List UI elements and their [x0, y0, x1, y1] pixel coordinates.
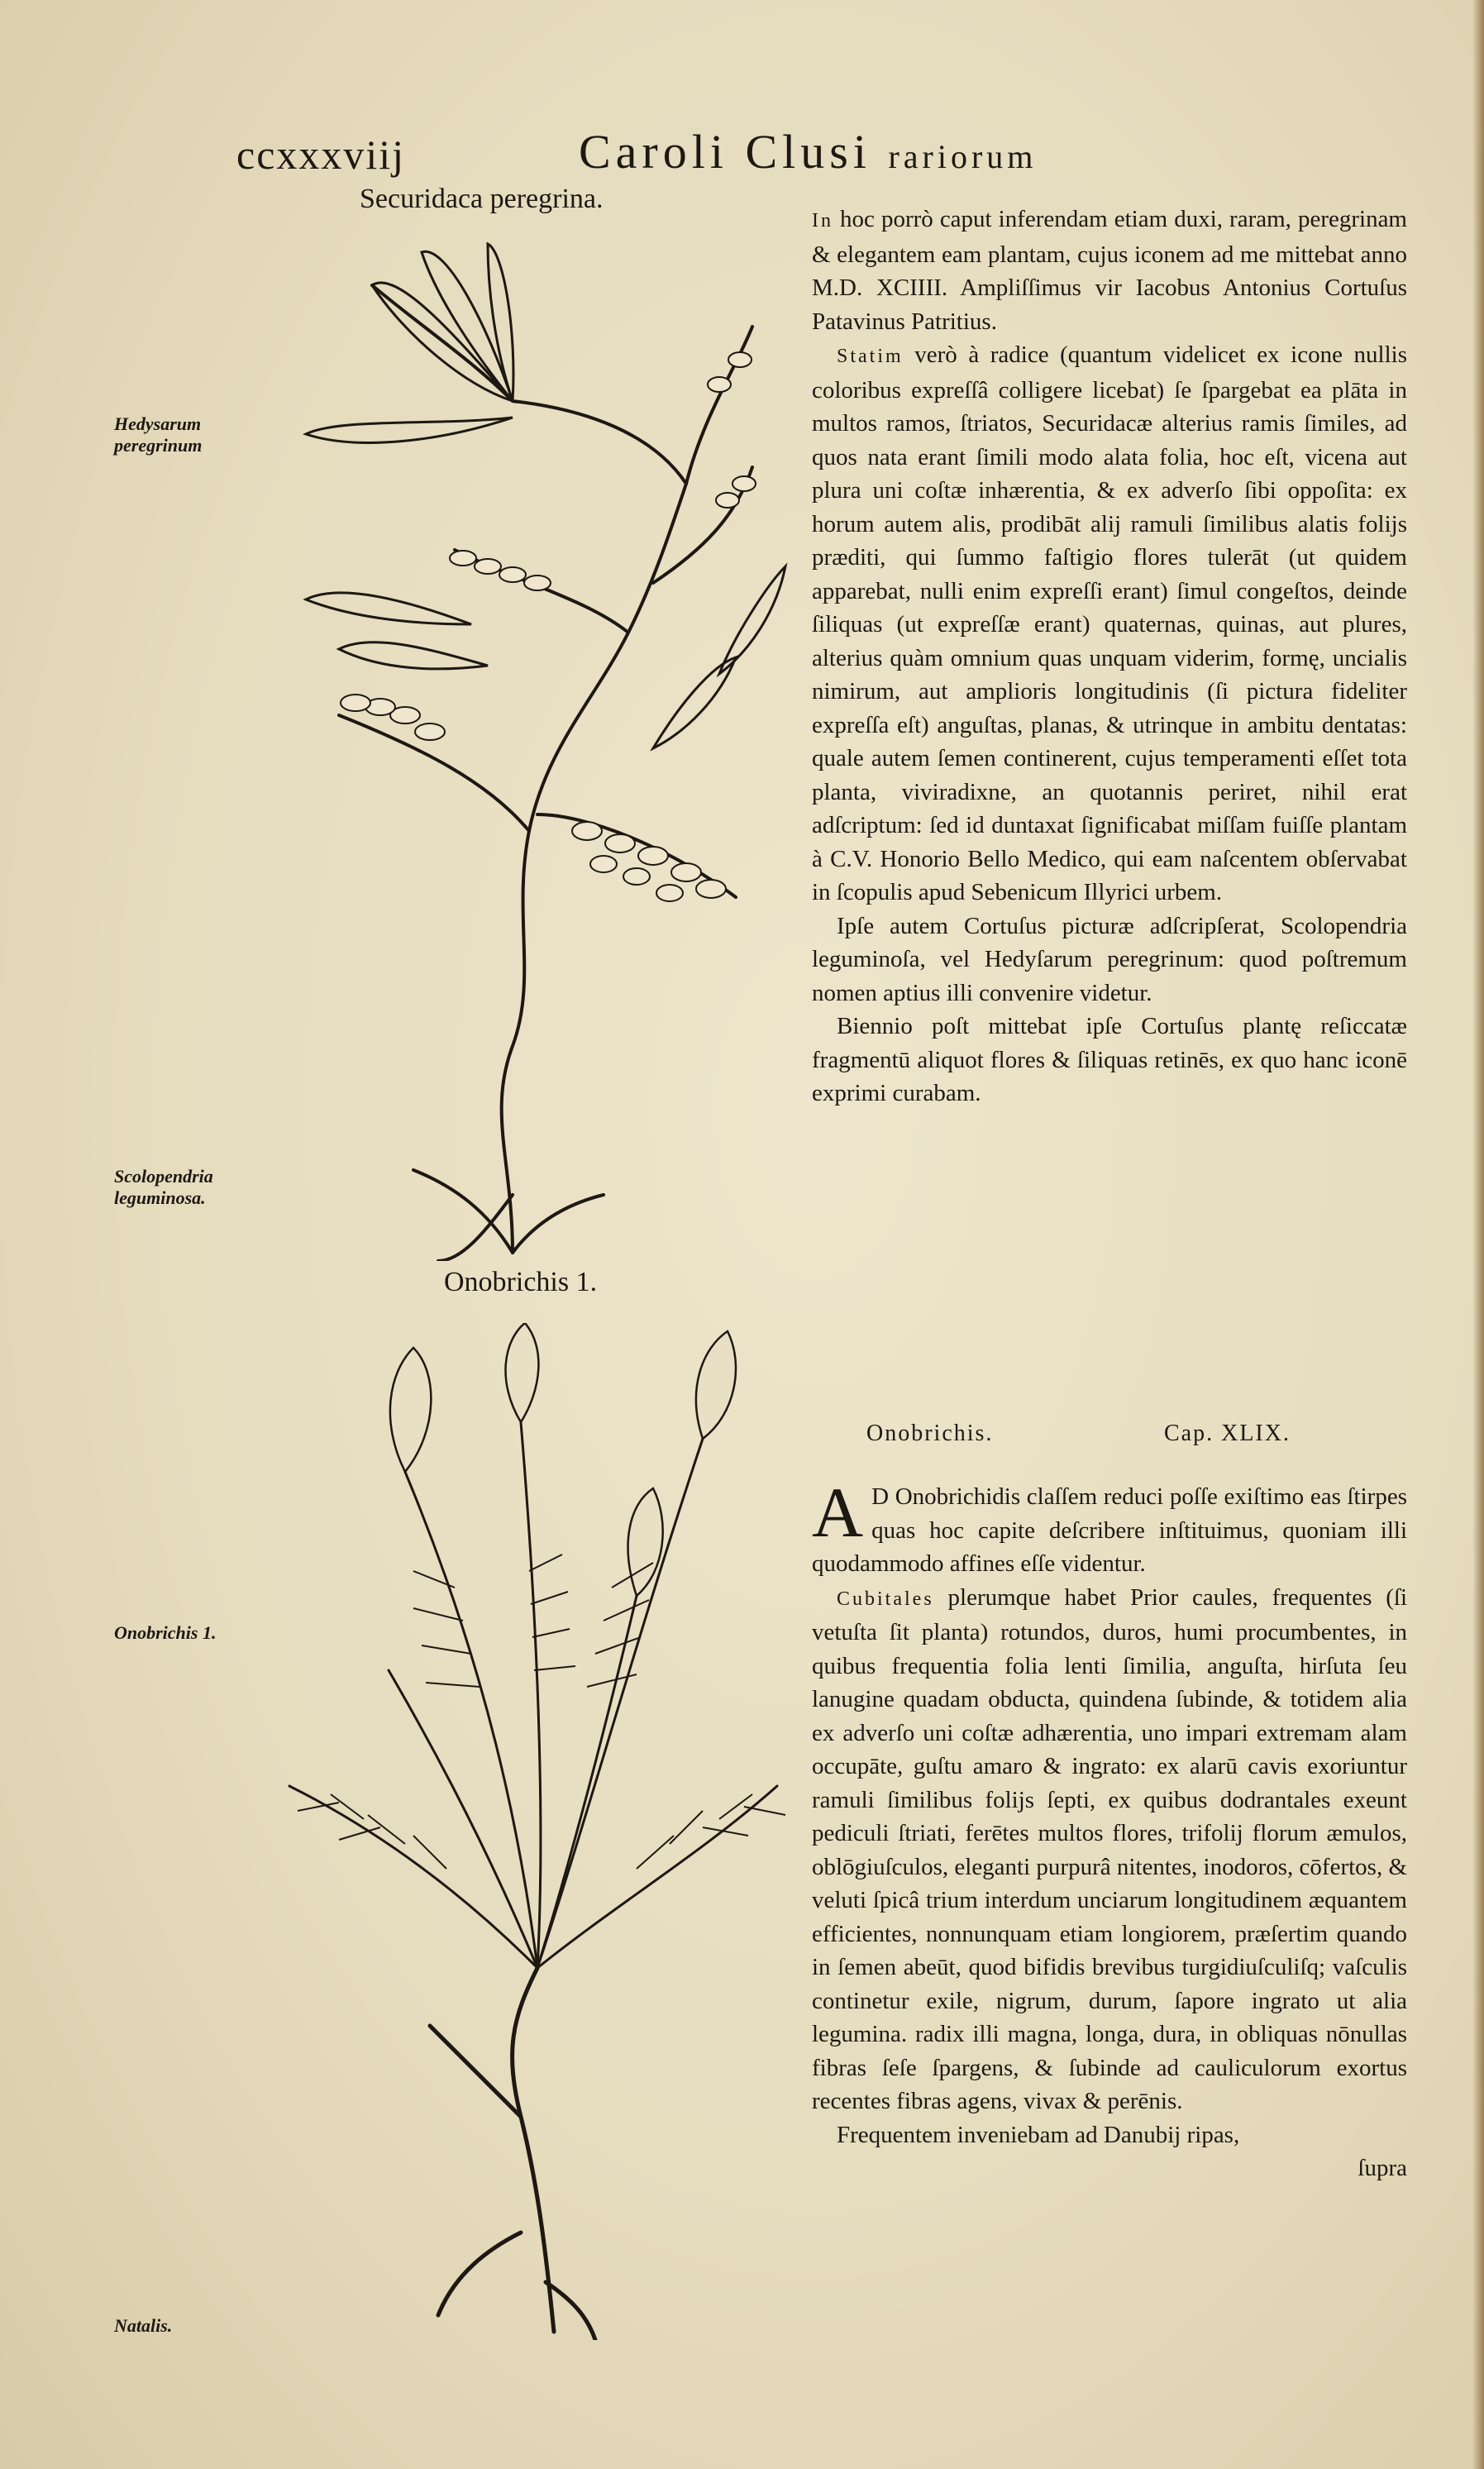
paragraph-2-lead: Statim [837, 346, 904, 367]
running-title-main: Caroli Clusi [579, 125, 871, 179]
text-column-upper [812, 203, 1407, 1110]
paragraph-2-text: verò à radice (quantum videlicet ex icone nullis coloribus expreſſâ colligere licebat) ſe ſpargebat ea plāta in multos ramos, ſtriatos, Securidacæ alterius ramis ſimiles, ad quos nata erant ſimili modo alata folia, hoc eſt, vicena aut plura uni coſtæ inhærentia, & ex adverſo ſibi oppoſita: ex horum autem alis, prodibāt alij ramuli ſimilibus alatis folijs præditi, qui ſummo faſtigio flores tulerāt (ut quidem apparebat, nulli enim expreſſi erant) ſimul congeſtos, deinde ſiliquas (ut expreſſæ erant) quaternas, quinas, aut plures, alterius quàm omnium quas unquam viderim, formę, uncialis nimirum, aut amplioris longitudinis (ſi pictura fideliter expreſſa eſt) anguſtas, planas, & utrinque in ambitu dentatas: quale autem ſemen continerent, cujus temperamenti eſſet tota planta, viviradixne, an quotannis periret, nihil erat adſcriptum: ſed id duntaxat ſignificabat miſſam fuiſſe plantam à C.V. Honorio Bello Medico, qui eam naſcentem obſervabat in ſcopulis apud Sebenicum Illyrici urbem. [812, 341, 1407, 905]
catchword: ſupra [1358, 2155, 1407, 2181]
paragraph-6-text: plerumque habet Prior caules, frequentes (ſi vetuſta ſit planta) rotundos, duros, humi procumbentes, in quibus frequentia folia lenti ſimilia, anguſta, hirſuta ſeu lanugine quadam obducta, quindena ſubinde, & totidem alia ex adverſo uni coſtæ adhærentia, uno impari extremam alam occupāte, guſtu amaro & ingrato: ex alarū cavis exoriuntur ramuli ſimilibus folijs ſepti, ex quibus dodrantales exeunt pediculi ſtriati, ferētes multos flores, trifolij florum æmulos, oblōgiuſculos, eleganti purpurâ nitentes, inodoros, cōfertos, & veluti ſpicâ trium interdum unciarum longitudinem æquantem efficientes, nonnunquam etiam longiorem, præſertim quando in ſemen abeūt, quod bifidis brevibus turgidiuſculiſq; vaſculis continetur exile, nigrum, durum, ſapore ingrato ut alia legumina. radix illi magna, longa, dura, in obliquas nōnullas fibras ſeſe ſpargens, & ſubinde ad cauliculorum exortus recentes fibras agens, vivax & perēnis. [812, 1583, 1408, 2114]
paragraph-6 [812, 1581, 1407, 2118]
drop-capital: A [812, 1473, 864, 1552]
paragraph-5 [812, 1473, 1407, 1581]
paragraph-4: Biennio poſt mittebat ipſe Cortuſus plantę reſiccatæ fragmentū aliquot flores & ſiliquas retinēs, ex quo hanc iconē exprimi curabam. [812, 1013, 1407, 1106]
paragraph-1-text: hoc porrò caput inferendam etiam duxi, raram, peregrinam & elegantem eam plantam, cujus iconem ad me mittebat anno M.D. XCIIII. Ampliſſimus vir Iacobus Antonius Cortuſus Patavinus Patritius. [812, 206, 1407, 335]
paragraph-7: Frequentem inveniebam ad Danubij ripas, [837, 2121, 1240, 2148]
figure-1-caption: Securidaca peregrina. [360, 184, 604, 214]
section-title: Onobrichis. [866, 1421, 994, 1446]
page-edge-shadow [1472, 0, 1484, 2469]
figure-2-caption: Onobrichis 1. [444, 1267, 598, 1297]
text-column-lower [812, 1473, 1408, 2185]
paragraph-2 [812, 338, 1407, 910]
running-title [579, 124, 1037, 179]
margin-label-natalis: Natalis. [114, 2315, 173, 2336]
paragraph-1-lead: In [812, 210, 833, 232]
paragraph-5-text: D Onobrichidis claſſem reduci poſſe exiſtimo eas ſtirpes quas hoc capite deſcribere inſtituimus, quoniam illi quodammodo affines eſſe videntur. [812, 1483, 1407, 1577]
securidaca-woodcut-illustration [240, 236, 810, 1261]
running-title-small: rariorum [888, 138, 1038, 175]
margin-label-hedysarum: Hedysarum peregrinum [114, 413, 203, 456]
paragraph-3: Ipſe autem Cortuſus picturæ adſcripſerat, Scolopendria leguminoſa, vel Hedyſarum peregrinum: quod poſtremum nomen aptius illi convenire videtur. [812, 912, 1407, 1006]
folio-number: ccxxxviij [236, 131, 406, 178]
paragraph-1 [812, 203, 1407, 338]
section-chapter: Cap. XLIX. [1164, 1421, 1291, 1446]
margin-label-scolopendria: Scolopendria leguminosa. [114, 1166, 213, 1209]
margin-label-onobrichis: Onobrichis 1. [114, 1622, 217, 1643]
paragraph-6-lead: Cubitales [837, 1588, 934, 1610]
onobrichis-woodcut-illustration [240, 1323, 810, 2340]
